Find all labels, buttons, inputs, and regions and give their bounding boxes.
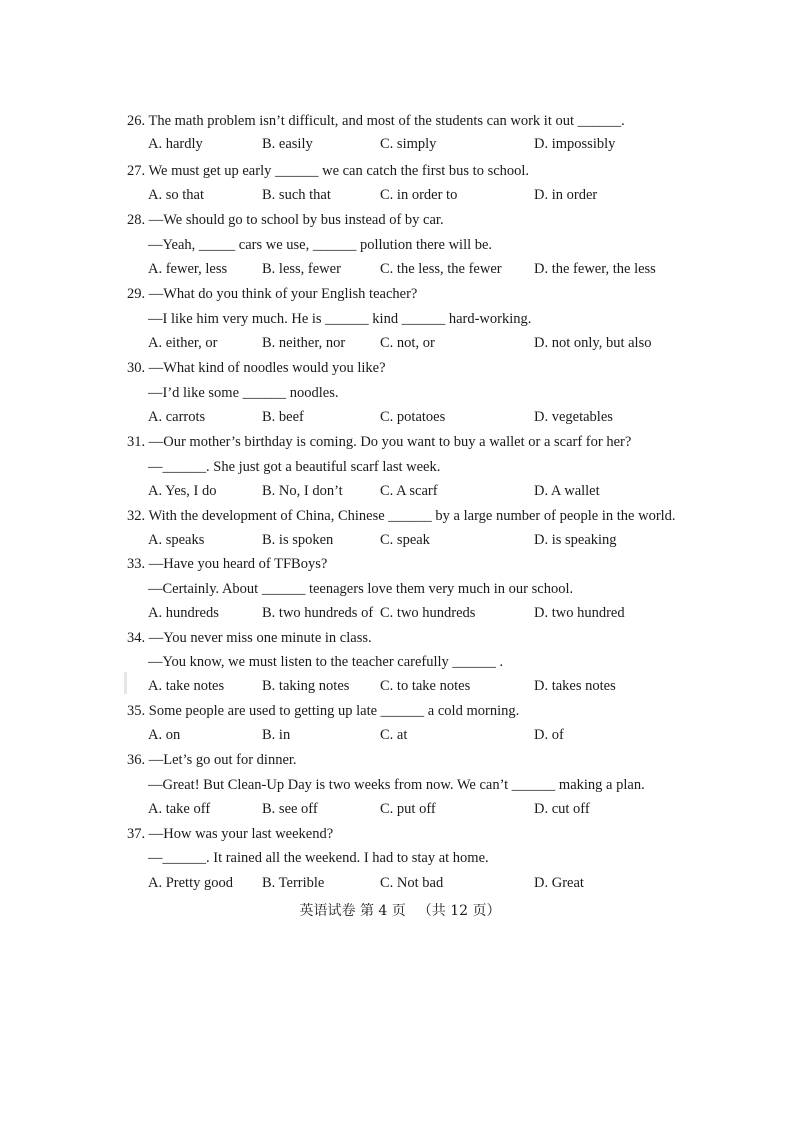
question-dialogue-line: —Certainly. About ______ teenagers love them very much in our school.	[148, 581, 574, 597]
answer-option: D. impossibly	[534, 136, 616, 152]
answer-option: A. Pretty good	[148, 875, 233, 891]
answer-option: B. less, fewer	[262, 261, 341, 277]
answer-option: A. so that	[148, 187, 204, 203]
answer-option: C. Not bad	[380, 875, 444, 891]
answer-option: B. is spoken	[262, 532, 334, 548]
answer-option: A. hundreds	[148, 605, 219, 621]
question-stem: 27. We must get up early ______ we can catch the first bus to school.	[127, 163, 530, 179]
answer-option: C. two hundreds	[380, 605, 476, 621]
question-dialogue-line: —I’d like some ______ noodles.	[148, 385, 339, 401]
answer-option: A. either, or	[148, 335, 218, 351]
answer-option: A. speaks	[148, 532, 205, 548]
question-stem: 37. —How was your last weekend?	[127, 826, 334, 842]
answer-option: B. such that	[262, 187, 331, 203]
footer-page-label: 英语试卷 第 4 页	[299, 903, 406, 919]
question-stem: 28. —We should go to school by bus instead of by car.	[127, 212, 444, 228]
answer-option: C. simply	[380, 136, 437, 152]
answer-option: C. put off	[380, 801, 436, 817]
question-dialogue-line: —Great! But Clean-Up Day is two weeks from now. We can’t ______ making a plan.	[148, 777, 645, 793]
answer-option: D. vegetables	[534, 409, 613, 425]
answer-option: B. No, I don’t	[262, 483, 343, 499]
answer-option: D. of	[534, 727, 564, 743]
answer-option: A. take off	[148, 801, 211, 817]
answer-option: D. two hundred	[534, 605, 625, 621]
question-dialogue-line: —I like him very much. He is ______ kind ______ hard-working.	[148, 311, 532, 327]
answer-option: A. hardly	[148, 136, 203, 152]
answer-option: D. in order	[534, 187, 598, 203]
answer-option: C. potatoes	[380, 409, 446, 425]
footer-total-pages: （共 12 页）	[417, 903, 501, 919]
answer-option: C. to take notes	[380, 678, 471, 694]
question-dialogue-line: —Yeah, _____ cars we use, ______ pollution there will be.	[148, 237, 493, 253]
question-stem: 33. —Have you heard of TFBoys?	[127, 556, 328, 572]
answer-option: A. carrots	[148, 409, 206, 425]
answer-option: D. not only, but also	[534, 335, 652, 351]
question-dialogue-line: —______. She just got a beautiful scarf last week.	[148, 459, 441, 475]
answer-option: C. not, or	[380, 335, 435, 351]
scan-smudge	[124, 672, 127, 694]
answer-option: D. A wallet	[534, 483, 600, 499]
answer-option: A. on	[148, 727, 181, 743]
question-stem: 30. —What kind of noodles would you like?	[127, 360, 386, 376]
answer-option: D. cut off	[534, 801, 590, 817]
question-stem: 29. —What do you think of your English teacher?	[127, 286, 418, 302]
answer-option: B. in	[262, 727, 291, 743]
answer-option: C. at	[380, 727, 408, 743]
question-dialogue-line: —______. It rained all the weekend. I had to stay at home.	[148, 850, 489, 866]
question-stem: 36. —Let’s go out for dinner.	[127, 752, 297, 768]
answer-option: D. the fewer, the less	[534, 261, 656, 277]
answer-option: C. A scarf	[380, 483, 438, 499]
answer-option: B. see off	[262, 801, 318, 817]
answer-option: A. take notes	[148, 678, 225, 694]
answer-option: D. is speaking	[534, 532, 617, 548]
answer-option: B. neither, nor	[262, 335, 346, 351]
question-stem: 35. Some people are used to getting up late ______ a cold morning.	[127, 703, 520, 719]
answer-option: B. beef	[262, 409, 304, 425]
answer-option: C. the less, the fewer	[380, 261, 502, 277]
question-stem: 31. —Our mother’s birthday is coming. Do you want to buy a wallet or a scarf for her?	[127, 434, 632, 450]
answer-option: D. takes notes	[534, 678, 616, 694]
answer-option: D. Great	[534, 875, 584, 891]
answer-option: B. easily	[262, 136, 313, 152]
question-stem: 34. —You never miss one minute in class.	[127, 630, 372, 646]
question-stem: 26. The math problem isn’t difficult, and most of the students can work it out ______.	[127, 113, 625, 129]
answer-option: B. taking notes	[262, 678, 350, 694]
question-dialogue-line: —You know, we must listen to the teacher carefully ______ .	[148, 654, 504, 670]
question-stem: 32. With the development of China, Chinese ______ by a large number of people in the world.	[127, 508, 676, 524]
answer-option: A. Yes, I do	[148, 483, 217, 499]
answer-option: C. speak	[380, 532, 430, 548]
answer-option: A. fewer, less	[148, 261, 228, 277]
answer-option: B. two hundreds of	[262, 605, 374, 621]
answer-option: C. in order to	[380, 187, 458, 203]
page-footer	[0, 900, 800, 920]
answer-option: B. Terrible	[262, 875, 325, 891]
